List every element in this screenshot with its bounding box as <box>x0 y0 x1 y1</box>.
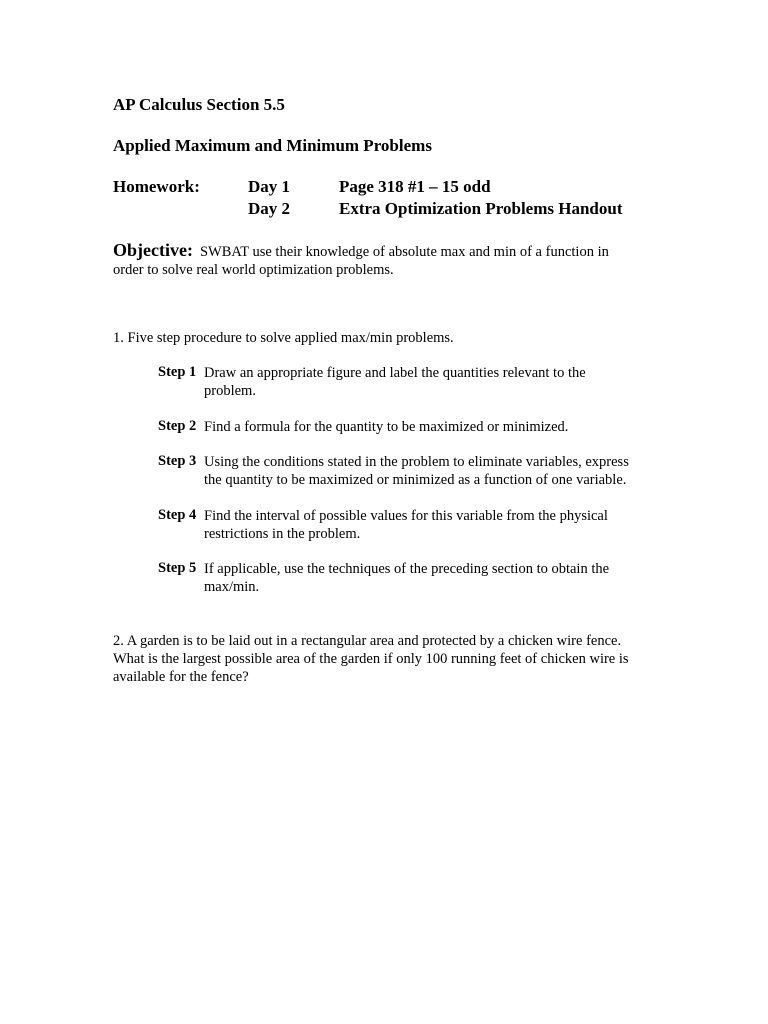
step-1-text-2: problem. <box>204 383 256 399</box>
step-2-label: Step 2 <box>158 418 197 434</box>
section-subtitle: Applied Maximum and Minimum Problems <box>113 136 432 155</box>
step-3-text-2: the quantity to be maximized or minimized as a function of one variable. <box>204 472 627 488</box>
item-1-heading: 1. Five step procedure to solve applied max/min problems. <box>113 330 454 346</box>
objective-text-1: SWBAT use their knowledge of absolute max and min of a function in <box>199 244 609 260</box>
step-2-text-1: Find a formula for the quantity to be maximized or minimized. <box>204 419 569 435</box>
objective-label: Objective: <box>113 240 193 260</box>
objective-line-1 <box>113 240 609 261</box>
homework-assignment-2: Extra Optimization Problems Handout <box>339 199 623 218</box>
step-5-text-2: max/min. <box>204 579 260 595</box>
objective-text-2: order to solve real world optimization problems. <box>113 262 394 278</box>
page-title: AP Calculus Section 5.5 <box>113 95 285 114</box>
homework-label: Homework: <box>113 177 200 196</box>
item-2-text-3: available for the fence? <box>113 669 249 685</box>
step-4-label: Step 4 <box>158 507 197 523</box>
item-2-text-1: 2. A garden is to be laid out in a rectangular area and protected by a chicken wire fence. <box>113 633 622 649</box>
step-4-text-1: Find the interval of possible values for this variable from the physical <box>204 508 608 524</box>
homework-day-2: Day 2 <box>248 199 291 218</box>
step-5-label: Step 5 <box>158 560 197 576</box>
step-1-text-1: Draw an appropriate figure and label the quantities relevant to the <box>204 365 586 381</box>
step-3-label: Step 3 <box>158 453 197 469</box>
step-4-text-2: restrictions in the problem. <box>204 526 361 542</box>
step-3-text-1: Using the conditions stated in the problem to eliminate variables, express <box>204 454 629 470</box>
step-1-label: Step 1 <box>158 364 197 380</box>
step-5-text-1: If applicable, use the techniques of the preceding section to obtain the <box>204 561 610 577</box>
item-2-text-2: What is the largest possible area of the garden if only 100 running feet of chicken wire is <box>113 651 629 667</box>
homework-day-1: Day 1 <box>248 177 291 196</box>
homework-assignment-1: Page 318 #1 – 15 odd <box>339 177 491 196</box>
